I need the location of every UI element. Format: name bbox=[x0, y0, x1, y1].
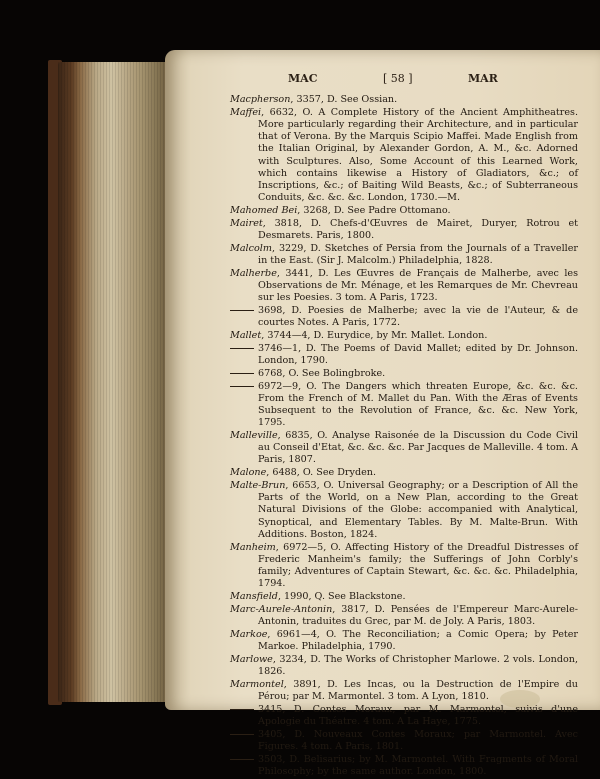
entry-text: , 3234, D. The Works of Christopher Marlowe. 2 vols. London, 1826. bbox=[258, 653, 578, 678]
entry-name: Mallet bbox=[230, 330, 262, 342]
entry-name: Malte-Brun bbox=[230, 480, 286, 492]
entry-name: Mahomed Bei bbox=[230, 205, 298, 217]
entry-text: , 3818, D. Chefs-d'Œuvres de Mairet, Duryer, Rotrou et Desmarets. Paris, 1800. bbox=[258, 217, 578, 242]
entry-name: Markoe bbox=[230, 628, 268, 640]
entry-text: 3698, D. Poesies de Malherbe; avec la vie de l'Auteur, & de courtes Notes. A Paris, 1772. bbox=[258, 305, 578, 329]
entry-text: , 3268, D. See Padre Ottomano. bbox=[297, 205, 451, 217]
catalog-subentry bbox=[230, 729, 578, 753]
entry-text: 3746—1, D. The Poems of David Mallet; edited by Dr. Johnson. London, 1790. bbox=[258, 342, 578, 367]
catalog-entry bbox=[230, 268, 578, 305]
entry-name: Mairet bbox=[230, 217, 263, 229]
entry-text: , 3357, D. See Ossian. bbox=[290, 94, 398, 105]
entry-name: Marmontel bbox=[230, 678, 284, 690]
ditto-dash bbox=[230, 734, 254, 735]
entry-text: 3415, D. Contes Moraux, par M. Marmontel, suivis d'une Apologie du Théatre. 4 tom. A La Haye, 1775. bbox=[258, 703, 578, 728]
header-right: MAR bbox=[468, 72, 498, 85]
entry-name: Malherbe bbox=[230, 267, 277, 279]
catalog-subentry bbox=[230, 754, 578, 778]
catalog-entry bbox=[230, 591, 578, 603]
catalog-subentry bbox=[230, 368, 578, 380]
catalog-entry bbox=[230, 654, 578, 678]
entry-text: , 6488, O. See Dryden. bbox=[266, 467, 376, 479]
entry-name: Manheim bbox=[230, 541, 276, 553]
entry-name: Mansfield bbox=[230, 591, 278, 603]
entry-text: 3503, D. Belisarius; by M. Marmontel. With Fragments of Moral Philosophy; by the same author. London, 1800. bbox=[258, 753, 578, 778]
entry-text: , 3891, D. Les Incas, ou la Destruction de l'Empire du Pérou; par M. Marmontel. 3 tom. A Lyon, 1810. bbox=[258, 678, 578, 703]
entry-text: , 3441, D. Les Œuvres de Français de Malherbe, avec les Observations de Mr. Ménage, et les Remarques de Mr. Chevreau sur les Poesies. 3 tom. A Paris, 1723. bbox=[258, 267, 578, 304]
catalog-subentry bbox=[230, 305, 578, 329]
catalog-subentry bbox=[230, 381, 578, 430]
catalog-entry bbox=[230, 94, 578, 106]
entry-name: Marlowe bbox=[230, 653, 273, 665]
entry-text: , 3744—4, D. Eurydice, by Mr. Mallet. London. bbox=[261, 330, 488, 342]
entry-name: Marc-Aurele-Antonin bbox=[230, 603, 333, 615]
catalog-subentry bbox=[230, 704, 578, 728]
catalog-entries bbox=[230, 94, 578, 779]
catalog-entry bbox=[230, 243, 578, 267]
entry-text: , 1990, Q. See Blackstone. bbox=[277, 591, 406, 603]
entry-text: , 3817, D. Pensées de l'Empereur Marc-Aurele-Antonin, traduites du Grec, par M. de Joly. A Paris, 1803. bbox=[258, 603, 578, 628]
entry-name: Macpherson bbox=[230, 94, 291, 105]
entry-name: Malone bbox=[230, 467, 267, 479]
entry-text: , 6632, O. A Complete History of the Ancient Amphitheatres. More particularly regarding their Architecture, and in particular that of Verona. By the Marquis Scipio Maffei. Made English from the Italian Original, by Alexander Gordon, A. M., &c. Adorned with Sculptures. Also, Some Account of this Learned Work, which contains likewise a History of Gladiators, &c.; of Inscriptions, &c.; of Baiting Wild Beasts, &c.; of Subterraneous Conduits, &c. &c. &c. London, 1730.—M. bbox=[258, 106, 578, 204]
catalog-entry bbox=[230, 604, 578, 628]
entry-name: Malcolm bbox=[230, 242, 272, 254]
catalog-entry bbox=[230, 629, 578, 653]
entry-text: , 6972—5, O. Affecting History of the Dreadful Distresses of Frederic Manheim's family; the Sufferings of John Corbly's family; Adventures of Captain Stewart, &c. &c. &c. Philadelphia, 1794. bbox=[258, 541, 578, 590]
catalog-entry bbox=[230, 330, 578, 342]
catalog-entry bbox=[230, 218, 578, 242]
entry-text: 6768, O. See Bolingbroke. bbox=[258, 367, 386, 379]
ditto-dash bbox=[230, 373, 254, 374]
ditto-dash bbox=[230, 709, 254, 710]
entry-text: 6972—9, O. The Dangers which threaten Europe, &c. &c. &c. From the French of M. Mallet du Pan. With the Æras of Events Subsequent to the Revolution of France, &c. &c. New York, 1795. bbox=[258, 380, 578, 429]
catalog-entry bbox=[230, 542, 578, 591]
entry-text: , 3229, D. Sketches of Persia from the Journals of a Traveller in the East. (Sir J. Malcolm.) Philadelphia, 1828. bbox=[258, 242, 578, 267]
catalog-entry bbox=[230, 107, 578, 205]
catalog-entry bbox=[230, 679, 578, 703]
entry-name: Maffei bbox=[230, 106, 262, 118]
entry-text: , 6835, O. Analyse Raisonée de la Discussion du Code Civil au Conseil d'Etat, &c. &c. &c. Par Jacques de Malleville. 4 tom. A Paris, 1807. bbox=[258, 430, 578, 466]
entry-text: , 6961—4, O. The Reconciliation; a Comic Opera; by Peter Markoe. Philadelphia, 1790. bbox=[258, 628, 578, 653]
catalog-entry bbox=[230, 430, 578, 467]
entry-name: Malleville bbox=[230, 430, 278, 442]
catalog-subentry bbox=[230, 343, 578, 367]
catalog-entry bbox=[230, 480, 578, 541]
ditto-dash bbox=[230, 386, 254, 387]
ditto-dash bbox=[230, 348, 254, 349]
page-number: [ 58 ] bbox=[383, 72, 413, 85]
header-left: MAC bbox=[288, 72, 318, 85]
entry-text: 3405, D. Nouveaux Contes Moraux; par Marmontel. Avec Figures. 4 tom. A Paris, 1801. bbox=[258, 728, 578, 753]
catalog-entry bbox=[230, 205, 578, 217]
entry-text: , 6653, O. Universal Geography; or a Description of All the Parts of the World, on a New Plan, according to the Great Natural Divisions of the Globe: accompanied with Analytical, Synoptical, and Elementary Tables. By M. Malte-Brun. With Additions. Boston, 1824. bbox=[258, 480, 578, 540]
ditto-dash bbox=[230, 310, 254, 311]
page-edges bbox=[58, 62, 170, 702]
catalog-entry bbox=[230, 467, 578, 479]
